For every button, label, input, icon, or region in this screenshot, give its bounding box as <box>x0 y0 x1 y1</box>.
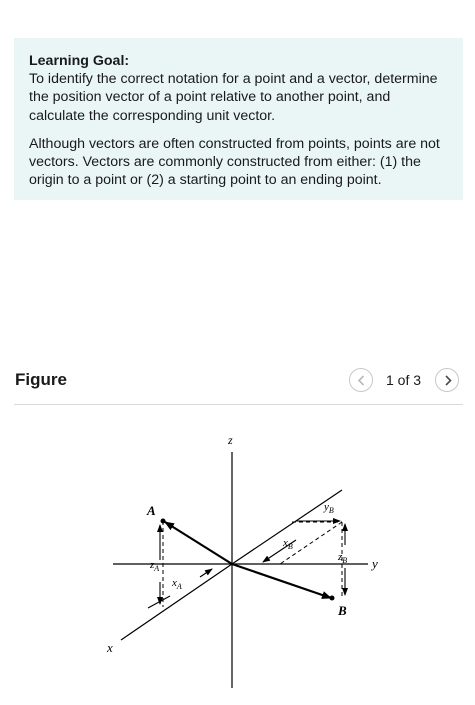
x-axis <box>121 564 232 640</box>
previous-figure-button[interactable] <box>349 368 373 392</box>
label-yb: $y_B$ <box>324 501 334 515</box>
point-b-label: B <box>338 603 347 618</box>
component-tick-xa <box>148 596 170 608</box>
point-a-label: A <box>147 503 156 518</box>
component-arrow-xa <box>200 569 212 577</box>
y-axis-label: y <box>372 556 378 571</box>
label-xa: $x_A$ <box>172 577 182 591</box>
figure-header <box>14 366 463 405</box>
position-vector-a <box>165 522 232 564</box>
label-xb: $x_B$ <box>283 537 293 551</box>
position-vector-diagram <box>0 405 475 700</box>
z-axis-label: z <box>228 433 233 447</box>
chevron-right-icon <box>436 369 460 393</box>
position-vector-b <box>232 564 331 598</box>
x-axis-label: x <box>107 640 113 655</box>
label-za: $z_A$ <box>150 559 160 573</box>
point-b-dot <box>330 596 335 601</box>
coordinate-axes-figure <box>0 405 475 700</box>
learning-goal-paragraph-1: To identify the correct notation for a point and a vector, determine the position vector of a point relative to another point, and calculate the corresponding unit vector. <box>29 71 438 124</box>
figure-label: Figure <box>15 370 67 389</box>
learning-goal-title: Learning Goal: <box>29 53 130 69</box>
chevron-left-icon <box>350 369 374 393</box>
learning-goal-box <box>14 38 463 200</box>
learning-goal-paragraph-2: Although vectors are often constructed from points, points are not vectors. Vectors are commonly constructed from either: (1) the origin to a point or (2) a starting point to an ending point. <box>29 135 440 189</box>
next-figure-button[interactable] <box>435 368 459 392</box>
label-zb: $z_B$ <box>338 551 348 565</box>
figure-page-indicator: 1 of 3 <box>386 372 422 388</box>
